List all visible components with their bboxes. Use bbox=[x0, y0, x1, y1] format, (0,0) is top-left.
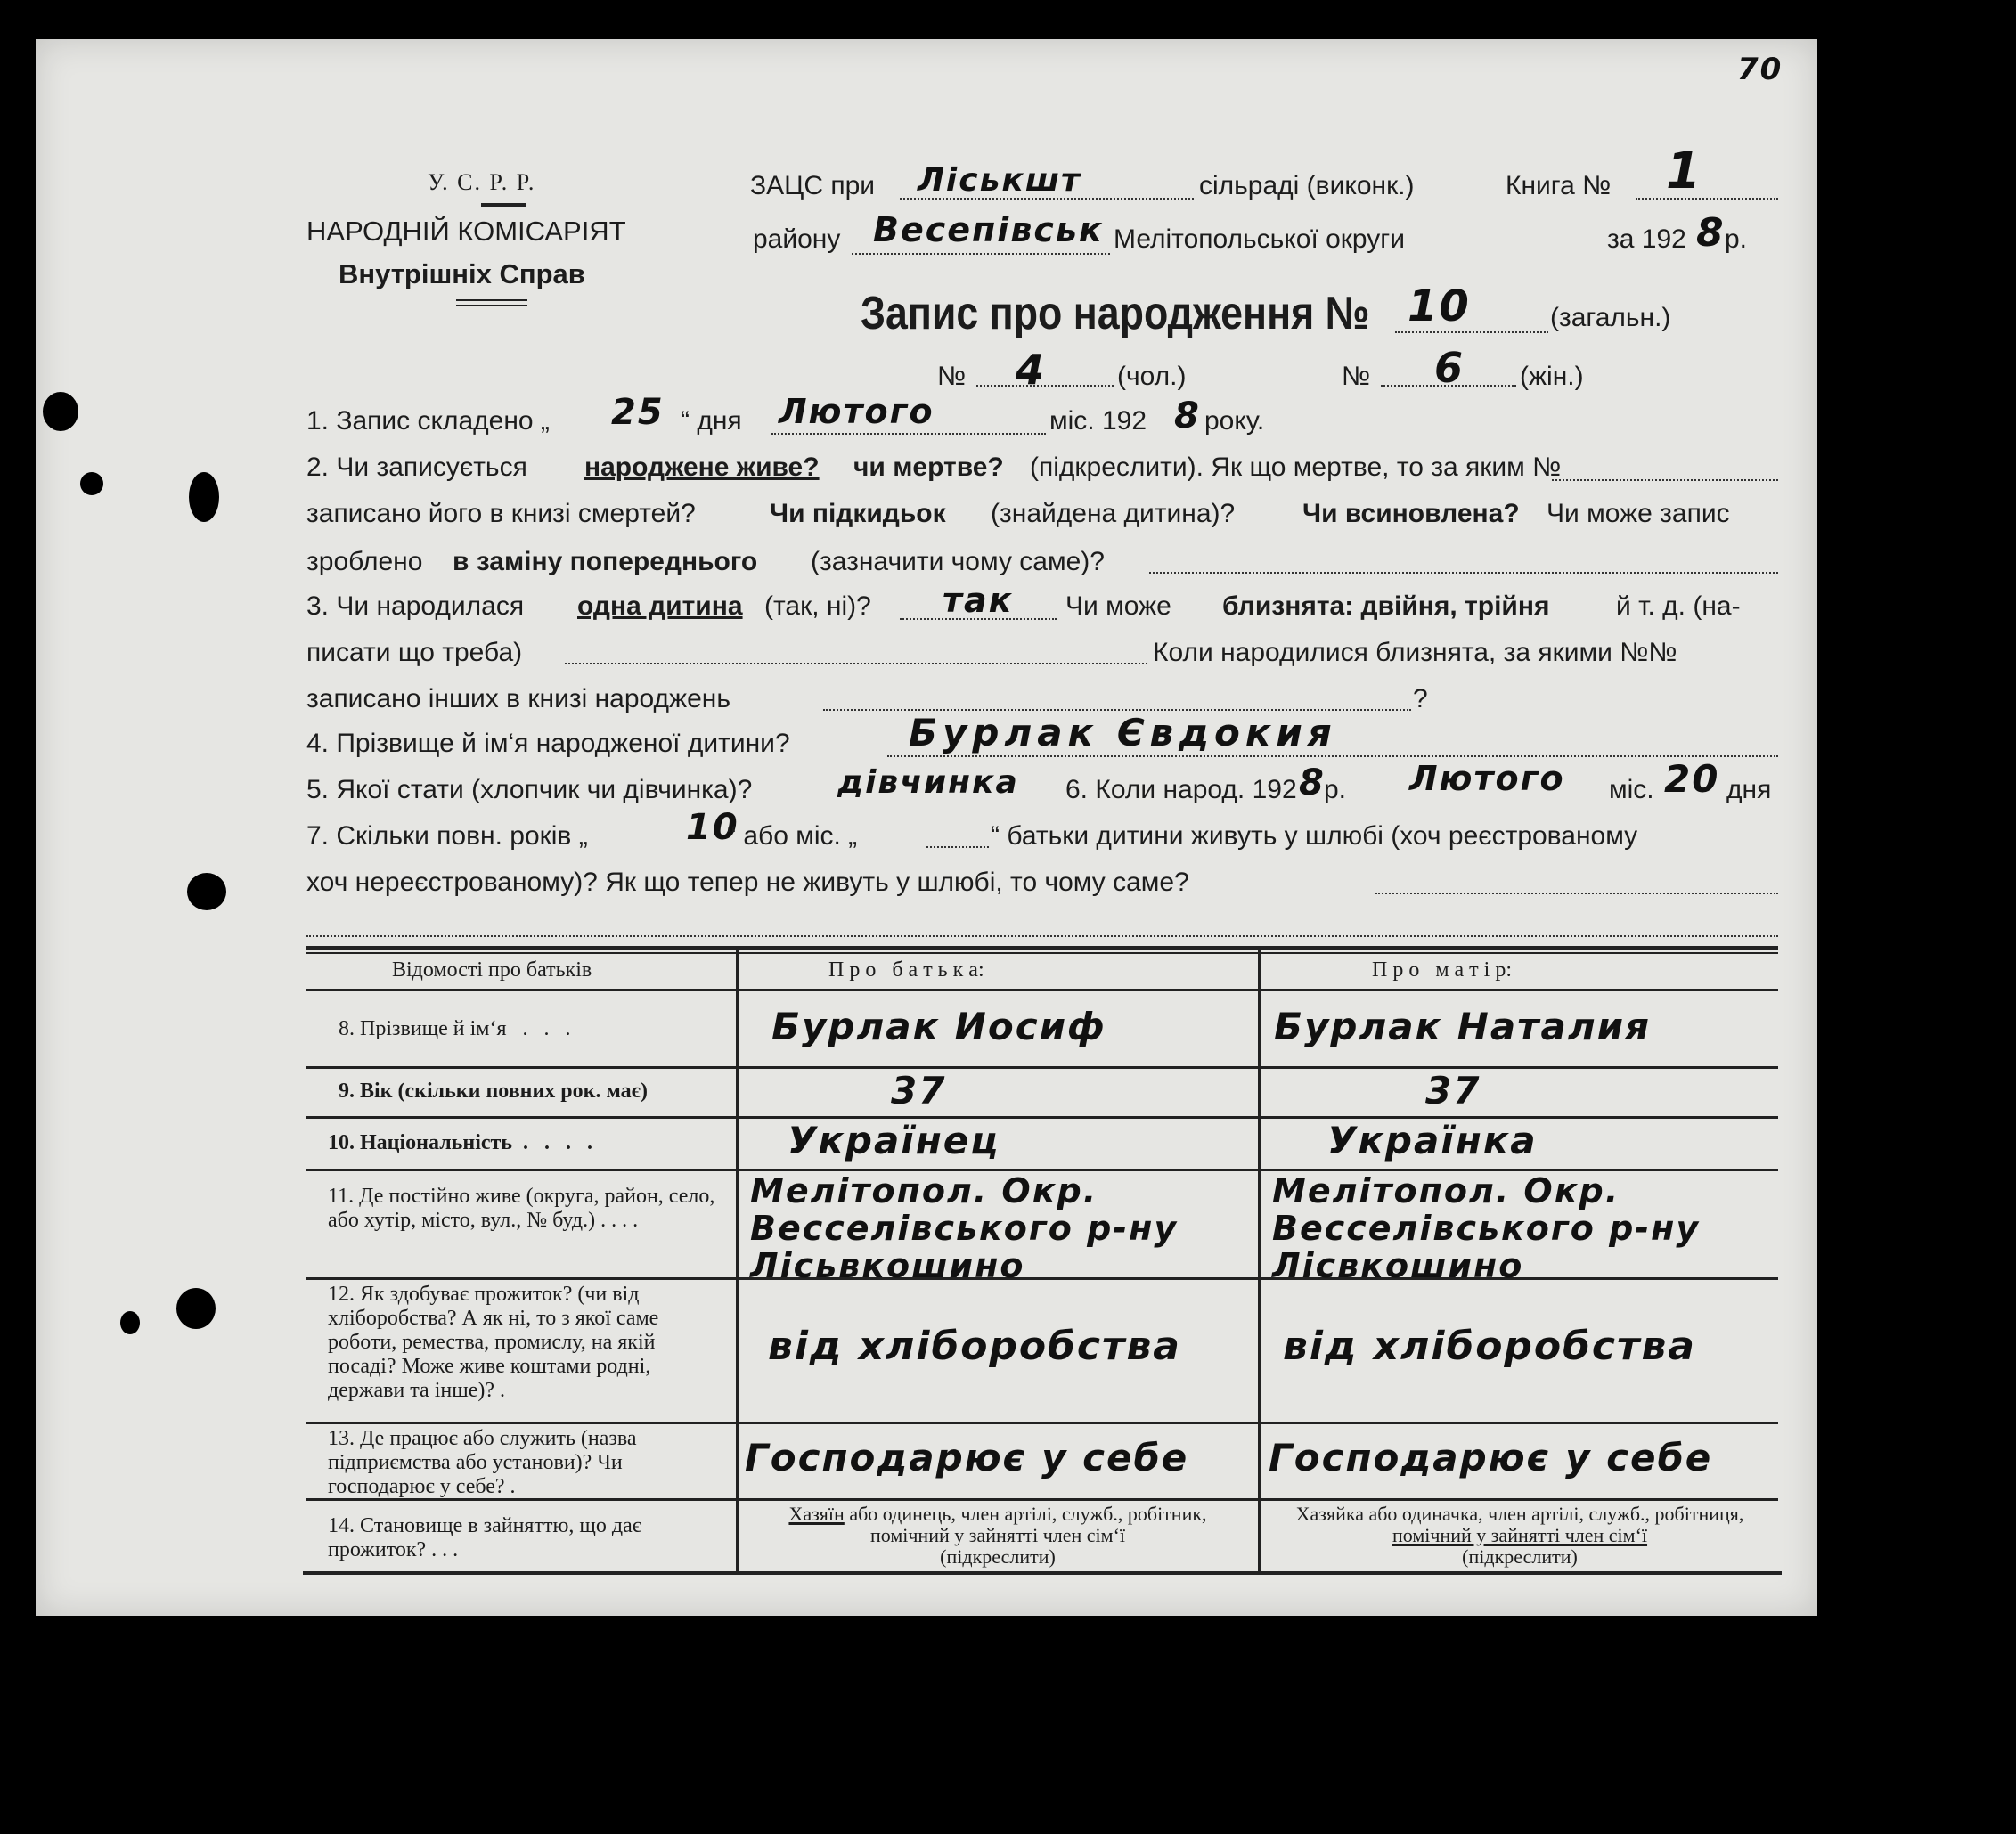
page-number: 70 bbox=[1737, 52, 1783, 87]
fill-line bbox=[900, 618, 1057, 620]
table-header-info: Відомості про батьків bbox=[392, 958, 592, 982]
mother-status-hint: (підкреслити) bbox=[1462, 1545, 1578, 1568]
father-status-options: або одинець, член артілі, служб., робітник, помічний у зайнятті член сім‘ї bbox=[849, 1503, 1207, 1546]
year-value: 8 bbox=[1696, 210, 1726, 256]
punch-hole bbox=[43, 392, 78, 431]
record-number: 10 bbox=[1408, 281, 1471, 331]
q3-line3b: ? bbox=[1413, 684, 1428, 713]
q3-answer: так bbox=[943, 581, 1014, 620]
q6-label: 6. Коли народ. 192 bbox=[1065, 775, 1297, 804]
table-row-border bbox=[306, 1116, 1778, 1119]
fill-line bbox=[1149, 572, 1778, 574]
q6-month: Лютого bbox=[1409, 759, 1565, 798]
q3-line1d: Чи може bbox=[1065, 591, 1171, 621]
commissariat-label: НАРОДНІЙ КОМІСАРІЯТ bbox=[306, 216, 626, 247]
fill-line bbox=[852, 253, 1110, 255]
q3-one-child: одна дитина bbox=[577, 591, 743, 621]
q2-line2c: (знайдена дитина)? bbox=[991, 499, 1236, 528]
q2-line2e: Чи може запис bbox=[1547, 499, 1730, 528]
q6-day: 20 bbox=[1664, 757, 1720, 801]
q5-label: 5. Якої стати (хлопчик чи дівчинка)? bbox=[306, 775, 753, 804]
divider bbox=[456, 305, 527, 306]
q2-line1a: 2. Чи записується bbox=[306, 452, 527, 482]
q4-label: 4. Прізвище й ім‘я народженої дитини? bbox=[306, 729, 790, 758]
q2-line1d: (підкреслити). Як що мертве, то за яким № bbox=[1030, 452, 1562, 482]
q7-years: 10 bbox=[686, 807, 739, 848]
fill-line bbox=[1552, 479, 1778, 481]
q3-line1c: (так, ні)? bbox=[764, 591, 871, 621]
female-label: (жін.) bbox=[1520, 362, 1584, 391]
punch-hole bbox=[187, 873, 226, 910]
general-label: (загальн.) bbox=[1550, 303, 1671, 332]
table-row-label: 13. Де працює або служить (назва підприємства або установи)? Чи господарює у себе? . bbox=[328, 1427, 637, 1498]
q6-dnya: дня bbox=[1726, 775, 1772, 804]
father-income: від хліборобства bbox=[768, 1324, 1181, 1369]
father-status bbox=[748, 1504, 1247, 1568]
q1-year: 8 bbox=[1174, 395, 1201, 436]
fill-line bbox=[306, 935, 1778, 937]
internal-affairs-label: Внутрішніх Справ bbox=[339, 258, 585, 289]
q5-sex: дівчинка bbox=[837, 764, 1019, 801]
punch-hole bbox=[176, 1288, 216, 1329]
punch-hole bbox=[120, 1311, 140, 1334]
punch-hole bbox=[80, 472, 103, 495]
table-row-label: 11. Де постійно живе (округа, район, село, або хутір, місто, вул., № буд.) . . . . bbox=[328, 1185, 715, 1232]
table-header-mother: П р о м а т і р: bbox=[1372, 958, 1512, 982]
ussr-label: У. С. Р. Р. bbox=[428, 169, 536, 195]
mother-status-underlined: помічний у зайнятті член сім‘ї bbox=[1392, 1524, 1648, 1546]
q7-text-b: “ або міс. „ bbox=[727, 821, 858, 851]
fill-line bbox=[565, 663, 1147, 664]
female-no-label: № bbox=[1342, 362, 1371, 391]
q3-line1e: близнята: двійня, трійня bbox=[1222, 591, 1550, 621]
female-number: 6 bbox=[1434, 344, 1465, 392]
male-label: (чол.) bbox=[1117, 362, 1187, 391]
table-row-label: 9. Вік (скільки повних рок. має) bbox=[339, 1080, 649, 1103]
divider bbox=[456, 299, 527, 301]
table-col-border bbox=[736, 950, 739, 1573]
q2-line3b: в заміну попереднього bbox=[453, 547, 758, 576]
father-workplace: Господарює у себе bbox=[745, 1436, 1189, 1479]
fill-line bbox=[1381, 385, 1516, 387]
table-header-father: П р о б а т ь к а: bbox=[828, 958, 984, 982]
q2-born-alive: народжене живе? bbox=[584, 452, 820, 482]
table-row-label: 8. Прізвище й ім‘я . . . bbox=[339, 1017, 571, 1040]
father-age: 37 bbox=[891, 1069, 947, 1113]
q2-line2b: Чи підкидьок bbox=[770, 499, 946, 528]
book-label: Книга № bbox=[1506, 171, 1612, 200]
table-row-border bbox=[306, 989, 1778, 991]
district-prefix: району bbox=[753, 224, 841, 254]
mother-address: Мелітопол. Окр. Весселівського р-ну Лісвкошино bbox=[1272, 1171, 1701, 1285]
fill-line bbox=[926, 846, 989, 848]
divider bbox=[481, 203, 526, 207]
q2-line1c: чи мертве? bbox=[853, 452, 1004, 482]
fill-line bbox=[900, 198, 1194, 200]
table-row-border bbox=[306, 1422, 1778, 1424]
q1-day: 25 bbox=[611, 392, 665, 433]
q6-r: р. bbox=[1324, 775, 1347, 804]
q4-child-name: Бурлак Євдокия bbox=[909, 711, 1337, 754]
male-number: 4 bbox=[1016, 346, 1047, 394]
mother-workplace: Господарює у себе bbox=[1269, 1436, 1713, 1479]
q3-line2b: Коли народилися близнята, за якими №№ bbox=[1153, 638, 1677, 667]
father-nationality: Українец bbox=[788, 1119, 1000, 1162]
mother-income: від хліборобства bbox=[1283, 1324, 1696, 1369]
year-label: за 192 bbox=[1607, 224, 1686, 254]
q2-line2d: Чи всиновлена? bbox=[1302, 499, 1520, 528]
fill-line bbox=[1395, 331, 1548, 333]
mother-nationality: Українка bbox=[1327, 1119, 1538, 1162]
table-row-label: 12. Як здобуває прожиток? (чи від хліборобства? А як ні, то з якої саме роботи, ремества, промислу, на якій посаді? Може живе коштами родні, держави та інше)? . bbox=[328, 1283, 659, 1402]
q7-text-c: “ батьки дитини живуть у шлюбі (хоч реєстрованому bbox=[991, 821, 1638, 851]
q1-text-b: “ дня bbox=[681, 406, 742, 436]
q6-mis: міс. bbox=[1609, 775, 1654, 804]
male-no-label: № bbox=[937, 362, 967, 391]
table-bottom-border bbox=[303, 1571, 1782, 1575]
zags-prefix: ЗАЦС при bbox=[750, 171, 876, 200]
q1-month: Лютого bbox=[779, 392, 935, 431]
q2-line2a: записано його в книзі смертей? bbox=[306, 499, 696, 528]
district-value: Весепівськ bbox=[873, 210, 1104, 249]
mother-name: Бурлак Наталия bbox=[1274, 1005, 1652, 1048]
fill-line bbox=[771, 433, 1046, 435]
q6-year: 8 bbox=[1299, 762, 1326, 803]
mother-status-options: Хазяйка або одиначка, член артілі, служб., робітниця, bbox=[1295, 1503, 1744, 1525]
fill-line bbox=[887, 755, 1778, 757]
q3-line1a: 3. Чи народилася bbox=[306, 591, 525, 621]
father-name: Бурлак Иосиф bbox=[771, 1005, 1106, 1048]
table-row-border bbox=[306, 1066, 1778, 1069]
mother-status bbox=[1265, 1504, 1775, 1568]
page-title: Запис про народження № bbox=[861, 288, 1370, 339]
q3-line3a: записано інших в книзі народжень bbox=[306, 684, 731, 713]
q1-text-c: міс. 192 bbox=[1049, 406, 1147, 436]
book-value: 1 bbox=[1666, 143, 1702, 200]
q2-line3a: зроблено bbox=[306, 547, 423, 576]
year-suffix: р. bbox=[1725, 224, 1748, 254]
table-row-label: 10. Національність . . . . bbox=[328, 1131, 592, 1154]
zags-value: Ліськшт bbox=[918, 162, 1081, 199]
q7-text-a: 7. Скільки повн. років „ bbox=[306, 821, 588, 851]
q3-line2a: писати що треба) bbox=[306, 638, 523, 667]
father-status-underlined: Хазяїн bbox=[788, 1503, 845, 1525]
table-col-border bbox=[1258, 950, 1261, 1573]
table-row-label: 14. Становище в зайняттю, що дає прожиток? . . . bbox=[328, 1514, 642, 1561]
council-suffix: сільраді (виконк.) bbox=[1199, 171, 1415, 200]
q7-line2: хоч нереєстрованому)? Як що тепер не живуть у шлюбі, то чому саме? bbox=[306, 868, 1189, 897]
punch-hole bbox=[189, 472, 219, 522]
fill-line bbox=[976, 385, 1114, 387]
mother-age: 37 bbox=[1425, 1069, 1481, 1113]
father-status-hint: (підкреслити) bbox=[940, 1545, 1056, 1568]
father-address: Мелітопол. Окр. Весселівського р-ну Лісьвкошино bbox=[750, 1171, 1179, 1285]
table-top-border bbox=[306, 952, 1778, 954]
fill-line bbox=[1375, 893, 1778, 894]
q2-line3c: (зазначити чому саме)? bbox=[811, 547, 1105, 576]
q3-line1f: й т. д. (на- bbox=[1616, 591, 1741, 621]
fill-line bbox=[1636, 198, 1778, 200]
q1-text-a: 1. Запис складено „ bbox=[306, 406, 550, 436]
q1-text-d: року. bbox=[1204, 406, 1265, 436]
table-top-border bbox=[306, 946, 1778, 950]
okrug-label: Мелітопольської округи bbox=[1114, 224, 1405, 254]
